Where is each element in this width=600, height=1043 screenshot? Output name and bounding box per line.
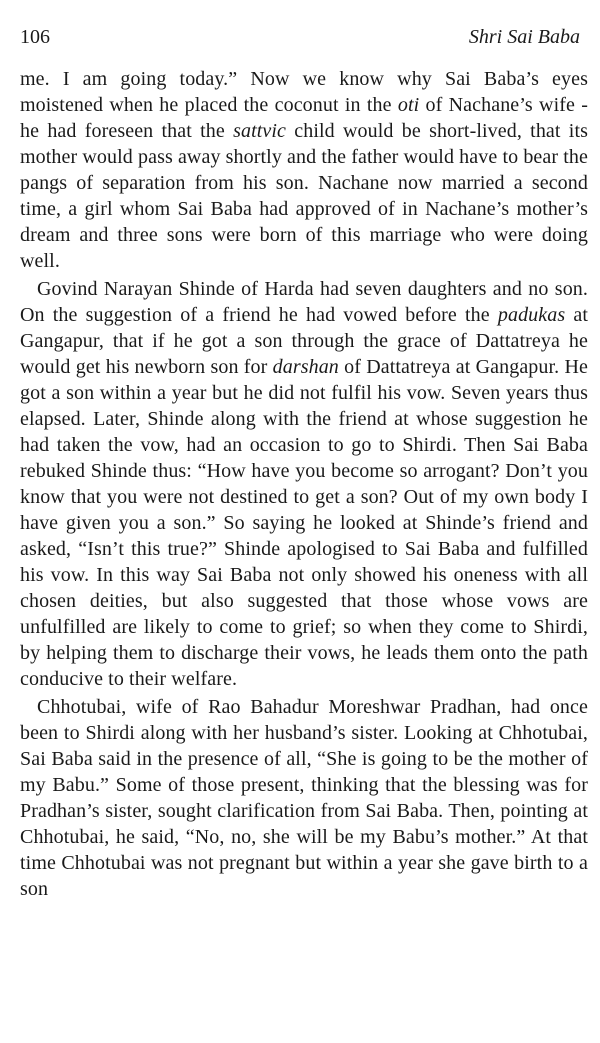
running-title: Shri Sai Baba	[468, 26, 580, 48]
text-segment: at Gangapur, that if he got a son through the grace of Dattatreya he would get his newborn son for	[20, 304, 588, 378]
paragraph-1	[20, 66, 588, 274]
page-header	[20, 26, 580, 56]
italic-term-padukas: padukas	[497, 304, 566, 326]
italic-term-darshan: darshan	[272, 356, 339, 378]
text-segment: of Nachane’s wife - he had foreseen that the	[20, 94, 588, 142]
text-segment: child would be short-lived, that its mother would pass away shortly and the father would have to bear the pangs of separation from his son. Nachane now married a second time, a girl whom Sai Baba had approved of in Nachane’s mother’s dream and three sons were born of this marriage who were doing well.	[20, 120, 588, 272]
text-segment: of Dattatreya at Gangapur. He got a son within a year but he did not fulfil his vow. Seven years thus elapsed. Later, Shinde along with the friend at whose suggestion he had taken the vow, had an occasion to go to Shirdi. Then Sai Baba rebuked Shinde thus: “How have you become so arrogant? Don’t you know that you were not destined to get a son? Out of my own body I have given you a son.” So saying he looked at Shinde’s friend and asked, “Isn’t this true?” Shinde apologised to Sai Baba and fulfilled his vow. In this way Sai Baba not only showed his oneness with all chosen deities, but also suggested that those whose vows are unfulfilled are likely to come to grief; so when they come to Shirdi, by helping them to discharge their vows, he leads them onto the path conducive to their welfare.	[20, 356, 588, 690]
paragraph-2	[20, 276, 588, 692]
text-segment: Chhotubai, wife of Rao Bahadur Moreshwar Pradhan, had once been to Shirdi along with her husband’s sister. Looking at Chhotubai, Sai Baba said in the presence of all, “She is going to be the mother of my Babu.” Some of those present, thinking that the blessing was for Pradhan’s sister, sought clarification from Sai Baba. Then, pointing at Chhotubai, he said, “No, no, she will be my Babu’s mother.” At that time Chhotubai was not pregnant but within a year she gave birth to a son	[20, 696, 588, 900]
italic-term-oti: oti	[397, 94, 420, 116]
italic-term-sattvic: sattvic	[233, 120, 287, 142]
text-segment: me. I am going today.” Now we know why Sai Baba’s eyes moistened when he placed the coconut in the	[20, 68, 588, 116]
page-number: 106	[20, 26, 50, 48]
paragraph-3	[20, 694, 588, 902]
text-segment: Govind Narayan Shinde of Harda had seven daughters and no son. On the suggestion of a friend he had vowed before the	[20, 278, 588, 326]
body-text	[20, 66, 588, 902]
